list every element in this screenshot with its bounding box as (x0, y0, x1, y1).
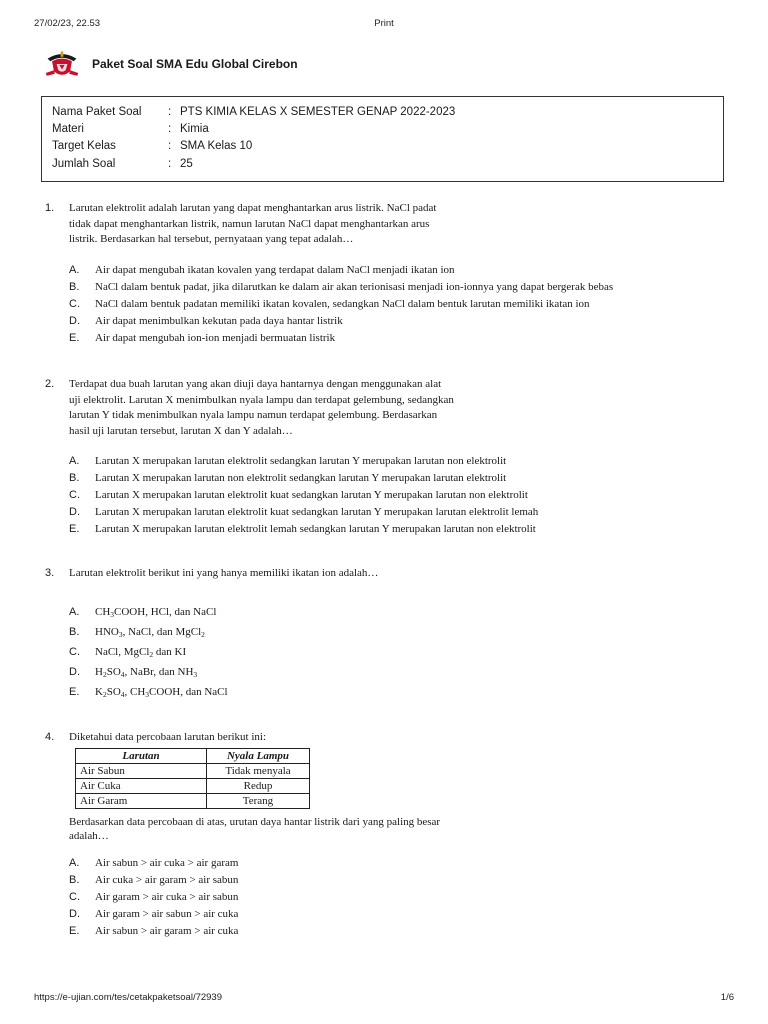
option-c[interactable] (69, 889, 735, 906)
print-header (34, 18, 734, 29)
question-number: 1. (45, 202, 55, 214)
option-list (69, 855, 735, 940)
question-3 (45, 566, 735, 702)
print-title: Print (374, 18, 394, 29)
question-number: 4. (45, 731, 55, 743)
question-stem: Terdapat dua buah larutan yang akan diuji daya hantarnya dengan menggunakan alat uji elektrolit. Larutan X menimbulkan nyala lampu dan terdapat gelembung, sedangkan larutan Y tidak menimbulkan nyala lampu namun terdapat gelembung. Berdasarkan hasil uji larutan tersebut, larutan X dan Y adalah… (69, 378, 454, 437)
option-text: Air garam > air cuka > air sabun (95, 890, 239, 903)
print-url: https://e-ujian.com/tes/cetakpaketsoal/72939 (34, 992, 223, 1003)
option-c[interactable] (69, 296, 735, 313)
info-row (52, 104, 713, 121)
info-label: Nama Paket Soal (52, 106, 142, 118)
option-text: $H_2SO_4$, NaBr, dan $NH_3$ (95, 665, 198, 679)
option-d[interactable] (69, 504, 735, 521)
table-row (76, 763, 310, 778)
info-row (52, 138, 713, 155)
option-letter: A. (69, 263, 80, 276)
option-text: Air cuka > air garam > air sabun (95, 873, 239, 886)
question-stem: Larutan elektrolit adalah larutan yang dapat menghantarkan arus listrik. NaCl padat tidak dapat menghantarkan listrik, namun larutan NaCl dapat menghantarkan arus listrik. Berdasarkan hal tersebut, pernyataan yang tepat adalah… (69, 202, 437, 245)
option-letter: A. (69, 455, 80, 467)
option-letter: B. (69, 873, 80, 886)
option-letter: C. (69, 489, 80, 501)
option-text: Air dapat mengubah ion-ion menjadi bermuatan listrik (95, 331, 336, 344)
option-list (69, 602, 735, 702)
option-text: Air dapat mengubah ikatan kovalen yang terdapat dalam NaCl menjadi ikatan ion (95, 263, 455, 276)
option-b[interactable] (69, 470, 735, 487)
info-value: 25 (180, 157, 193, 170)
option-text: NaCl dalam bentuk padatan memiliki ikatan kovalen, sedangkan NaCl dalam bentuk larutan memiliki ikatan ion (95, 297, 590, 310)
option-list (69, 262, 735, 347)
option-a[interactable] (69, 602, 735, 622)
option-letter: D. (69, 314, 80, 327)
option-c[interactable] (69, 487, 735, 504)
question-1 (45, 201, 735, 347)
option-a[interactable] (69, 453, 735, 470)
option-a[interactable] (69, 855, 735, 872)
brand-name: Paket Soal SMA Edu Global Cirebon (92, 57, 298, 71)
question-number: 3. (45, 567, 55, 579)
table-cell: Air Cuka (76, 778, 207, 793)
option-b[interactable] (69, 622, 735, 642)
option-text: Larutan X merupakan larutan elektrolit lemah sedangkan larutan Y merupakan larutan non elektrolit (95, 523, 536, 535)
info-value: PTS KIMIA KELAS X SEMESTER GENAP 2022-2023 (180, 106, 456, 118)
brand-header (44, 46, 298, 82)
option-list (69, 453, 735, 538)
option-text: $HNO_3$, NaCl, dan MgCl$_2$ (95, 625, 205, 639)
info-row (52, 121, 713, 138)
option-d[interactable] (69, 313, 735, 330)
option-letter: E. (69, 523, 80, 535)
option-letter: B. (69, 280, 80, 293)
option-text: $K_2SO_4$, $CH_3COOH$, dan NaCl (95, 685, 228, 699)
info-row (52, 156, 713, 173)
question-stem: Larutan elektrolit berikut ini yang hanya memiliki ikatan ion adalah… (69, 567, 379, 579)
experiment-table (75, 748, 310, 809)
package-info-box (41, 96, 724, 182)
option-text: Air dapat menimbulkan kekutan pada daya hantar listrik (95, 314, 343, 327)
question-2 (45, 377, 735, 538)
table-header-row (76, 748, 310, 763)
option-text: NaCl, MgCl$_2$ dan KI (95, 645, 187, 659)
question-number: 2. (45, 378, 55, 390)
option-letter: B. (69, 625, 80, 638)
option-text: Larutan X merupakan larutan elektrolit sedangkan larutan Y merupakan larutan non elektrolit (95, 455, 507, 467)
table-cell: Tidak menyala (207, 763, 310, 778)
school-crest-icon (44, 46, 80, 82)
info-separator: : (168, 140, 172, 153)
option-letter: D. (69, 506, 80, 518)
table-cell: Terang (207, 793, 310, 808)
option-letter: C. (69, 645, 80, 658)
info-separator: : (168, 123, 172, 136)
option-letter: A. (69, 605, 80, 618)
option-e[interactable] (69, 330, 735, 347)
option-text: Larutan X merupakan larutan elektrolit kuat sedangkan larutan Y merupakan larutan non elektrolit (95, 489, 528, 501)
option-letter: B. (69, 472, 80, 484)
option-e[interactable] (69, 521, 735, 538)
option-letter: C. (69, 890, 80, 903)
question-followup: Berdasarkan data percobaan di atas, urutan daya hantar listrik dari yang paling besar adalah… (69, 815, 441, 842)
option-text: $CH_3COOH$, HCl, dan NaCl (95, 605, 217, 619)
option-d[interactable] (69, 662, 735, 682)
option-c[interactable] (69, 642, 735, 662)
info-separator: : (168, 157, 172, 170)
info-separator: : (168, 106, 172, 118)
option-text: Air sabun > air cuka > air garam (95, 856, 239, 869)
option-letter: D. (69, 907, 80, 920)
option-letter: C. (69, 297, 80, 310)
option-text: Air garam > air sabun > air cuka (95, 907, 239, 920)
option-text: Air sabun > air garam > air cuka (95, 924, 239, 937)
info-value: Kimia (180, 123, 209, 136)
info-label: Jumlah Soal (52, 157, 116, 170)
info-label: Target Kelas (52, 140, 116, 153)
table-row (76, 778, 310, 793)
option-text: NaCl dalam bentuk padat, jika dilarutkan ke dalam air akan terionisasi menjadi ion-ionnya yang dapat bergerak bebas (95, 280, 614, 293)
table-cell: Air Garam (76, 793, 207, 808)
table-header: Larutan (76, 748, 207, 763)
option-e[interactable] (69, 682, 735, 702)
print-footer (34, 992, 734, 1003)
option-text: Larutan X merupakan larutan elektrolit kuat sedangkan larutan Y merupakan larutan elektrolit lemah (95, 506, 539, 518)
question-stem: Diketahui data percobaan larutan berikut ini: (69, 731, 267, 743)
option-letter: E. (69, 331, 80, 344)
table-row (76, 793, 310, 808)
print-page-number: 1/6 (720, 992, 734, 1003)
info-label: Materi (52, 123, 84, 136)
print-datetime: 27/02/23, 22.53 (34, 18, 101, 29)
table-cell: Air Sabun (76, 763, 207, 778)
table-cell: Redup (207, 778, 310, 793)
table-header: Nyala Lampu (207, 748, 310, 763)
option-letter: D. (69, 665, 80, 678)
option-b[interactable] (69, 279, 735, 296)
option-letter: E. (69, 685, 80, 698)
info-value: SMA Kelas 10 (180, 140, 253, 153)
option-letter: E. (69, 924, 80, 937)
option-a[interactable] (69, 262, 735, 279)
question-4 (45, 730, 735, 940)
option-b[interactable] (69, 872, 735, 889)
option-e[interactable] (69, 923, 735, 940)
option-d[interactable] (69, 906, 735, 923)
option-text: Larutan X merupakan larutan non elektrolit sedangkan larutan Y merupakan larutan elektrolit (95, 472, 507, 484)
option-letter: A. (69, 856, 80, 869)
